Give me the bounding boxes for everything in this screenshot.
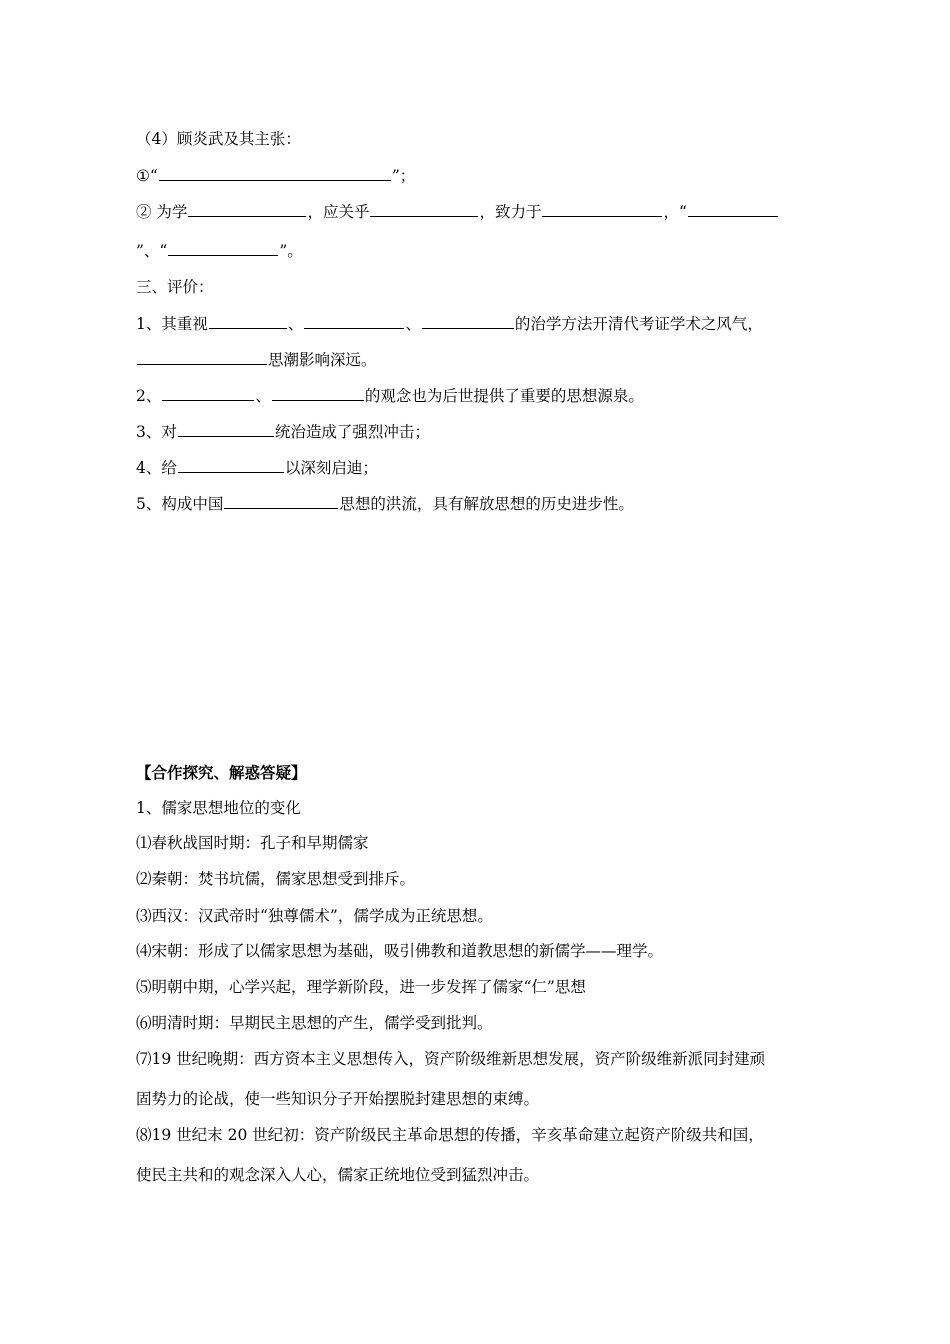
list-item: ⑹明清时期：早期民主思想的产生，儒学受到批判。 [136, 1014, 493, 1032]
part4-item1 [136, 165, 415, 186]
evaluation-text: 、 [287, 315, 304, 333]
item2-line2-text: ”。 [279, 242, 303, 260]
evaluation-item-1 [136, 313, 763, 334]
evaluation-text: 以深刻启迪； [284, 459, 378, 477]
fill-blank[interactable] [162, 385, 254, 401]
fill-blank[interactable] [178, 457, 284, 473]
cooperation-heading: 【合作探究、解惑答疑】 [136, 763, 307, 782]
evaluation-item-5 [136, 493, 634, 514]
list-item-continuation: 使民主共和的观念深入人心，儒家正统地位受到猛烈冲击。 [136, 1166, 540, 1184]
part4-heading: （4）顾炎武及其主张： [136, 130, 301, 148]
part4-item2-line2 [136, 240, 303, 261]
evaluation-item-1-line2 [136, 349, 377, 370]
evaluation-text: 2、 [136, 387, 162, 405]
list-item-continuation: 固势力的论战，使一些知识分子开始摆脱封建思想的束缚。 [136, 1090, 540, 1108]
fill-blank[interactable] [304, 313, 404, 329]
evaluation-text: 统治造成了强烈冲击； [274, 423, 430, 441]
evaluation-text: 4、给 [136, 459, 177, 477]
evaluation-text: 思想的洪流，具有解放思想的历史进步性。 [339, 495, 634, 513]
list-item: ⑻19 世纪末 20 世纪初：资产阶级民主革命思想的传播，辛亥革命建立起资产阶级共和国， [136, 1126, 764, 1144]
list-item: ⑺19 世纪晚期：西方资本主义思想传入，资产阶级维新思想发展，资产阶级维新派同封建顽 [136, 1050, 766, 1068]
fill-blank[interactable] [159, 165, 391, 181]
fill-blank[interactable] [370, 201, 478, 217]
fill-blank[interactable] [209, 313, 287, 329]
fill-blank[interactable] [422, 313, 514, 329]
item2-text: ，应关乎 [307, 203, 370, 221]
item1-suffix: ”； [391, 167, 416, 185]
evaluation-text: 5、构成中国 [136, 495, 224, 513]
fill-blank[interactable] [137, 349, 267, 365]
evaluation-text: 、 [405, 315, 421, 333]
evaluation-text: 的治学方法开清代考证学术之风气， [514, 315, 763, 333]
item2-text: ，致力于 [479, 203, 542, 221]
evaluation-text: 3、对 [136, 423, 177, 441]
evaluation-heading: 三、评价： [136, 278, 214, 296]
item2-text: ，“ [663, 203, 687, 221]
evaluation-text: 思潮影响深远。 [268, 351, 377, 369]
item2-line2-text: ”、“ [136, 242, 168, 260]
list-item: ⑷宋朝：形成了以儒家思想为基础，吸引佛教和道教思想的新儒学——理学。 [136, 942, 664, 960]
evaluation-item-4 [136, 457, 378, 478]
list-item: ⑶西汉：汉武帝时“独尊儒术”，儒学成为正统思想。 [136, 907, 493, 925]
evaluation-text: 的观念也为后世提供了重要的思想源泉。 [364, 387, 644, 405]
list-item: ⑴春秋战国时期：孔子和早期儒家 [136, 834, 369, 852]
evaluation-text: 1、其重视 [136, 315, 208, 333]
part4-item2 [136, 201, 779, 222]
item2-label: ② 为学 [136, 203, 188, 221]
fill-blank[interactable] [688, 201, 778, 217]
evaluation-text: 、 [255, 387, 271, 405]
fill-blank[interactable] [168, 240, 278, 256]
fill-blank[interactable] [224, 493, 338, 509]
fill-blank[interactable] [188, 201, 306, 217]
list-item: ⑸明朝中期，心学兴起，理学新阶段，进一步发挥了儒家“仁”思想 [136, 978, 586, 996]
fill-blank[interactable] [542, 201, 662, 217]
evaluation-item-3 [136, 421, 430, 442]
cooperation-subheading: 1、儒家思想地位的变化 [136, 799, 301, 817]
evaluation-item-2 [136, 385, 644, 406]
item1-prefix: ①“ [136, 167, 158, 185]
list-item: ⑵秦朝：焚书坑儒，儒家思想受到排斥。 [136, 870, 416, 888]
fill-blank[interactable] [178, 421, 274, 437]
fill-blank[interactable] [272, 385, 364, 401]
